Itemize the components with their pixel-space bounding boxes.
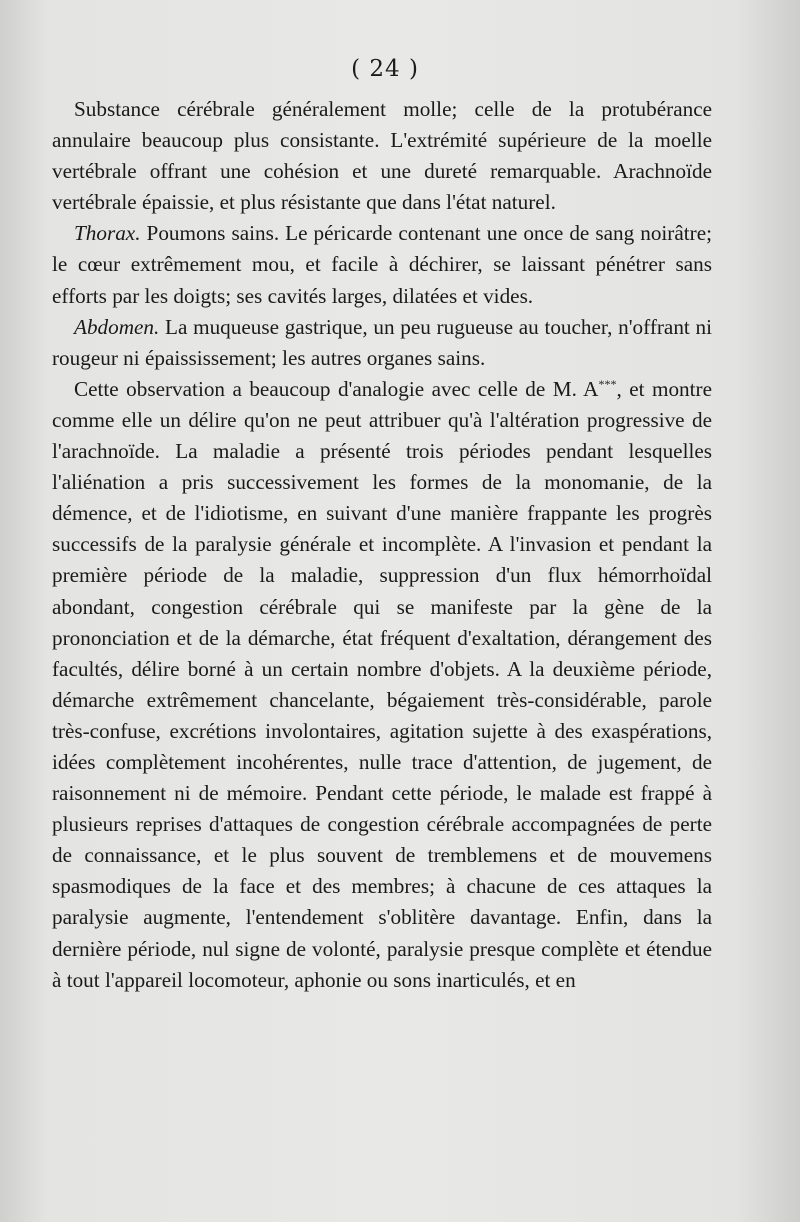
paragraph-1 (52, 94, 712, 218)
paragraph-2-text: Poumons sains. Le péricarde contenant une once de sang noirâtre; le cœur extrêmement mou, et facile à déchirer, se laissant pénétrer sans efforts par les doigts; ses cavités larges, dilatées et vides. (52, 221, 712, 308)
paragraph-1-text: Substance cérébrale généralement molle; celle de la protubérance annulaire beaucoup plus consistante. L'extrémité supérieure de la moelle vertébrale offrant une cohésion et une dureté remarquable. Arachnoïde vertébrale épaissie, et plus résistante que dans l'état naturel. (52, 97, 712, 215)
asterisks-superscript: *** (598, 376, 617, 391)
paragraph-2-thorax (52, 218, 712, 311)
page-number: ( 24 ) (351, 56, 419, 82)
body-text (52, 94, 712, 996)
paragraph-4-text-start: Cette observation a beaucoup d'analogie avec celle de M. A (74, 376, 599, 401)
section-label-thorax: Thorax. (74, 221, 141, 246)
section-label-abdomen: Abdomen. (74, 314, 160, 339)
paragraph-4-observation (52, 374, 712, 996)
paragraph-4-text: , et montre comme elle un délire qu'on ne peut attribuer qu'à l'altération progressive de l'arachnoïde. La maladie a présenté trois périodes pendant lesquelles l'aliénation a pris successivement les formes de la monomanie, de la démence, et de l'idiotisme, en suivant d'une manière frappante les progrès successifs de la paralysie générale et incomplète. A l'invasion et pendant la première période de la maladie, suppression d'un flux hémorrhoïdal abondant, congestion cérébrale qui se manifeste par la gène de la prononciation et de la démarche, état fréquent d'exaltation, dérangement des facultés, délire borné à un certain nombre d'objets. A la deuxième période, démarche extrêmement chancelante, bégaiement très-considérable, parole très-confuse, excrétions involontaires, agitation sujette à des exaspérations, idées complètement incohérentes, nulle trace d'attention, de jugement, de raisonnement ni de mémoire. Pendant cette période, le malade est frappé à plusieurs reprises d'attaques de congestion cérébrale accompagnées de perte de connaissance, et le plus souvent de tremblemens et de mouvemens spasmodiques de la face et des membres; à chacune de ces attaques la paralysie augmente, l'entendement s'oblitère davantage. Enfin, dans la dernière période, nul signe de volonté, paralysie presque complète et étendue à tout l'appareil locomoteur, aphonie ou sons inarticulés, et en (52, 376, 712, 992)
paragraph-3-abdomen (52, 312, 712, 374)
paragraph-3-text: La muqueuse gastrique, un peu rugueuse au toucher, n'offrant ni rougeur ni épaississement; les autres organes sains. (52, 314, 712, 370)
